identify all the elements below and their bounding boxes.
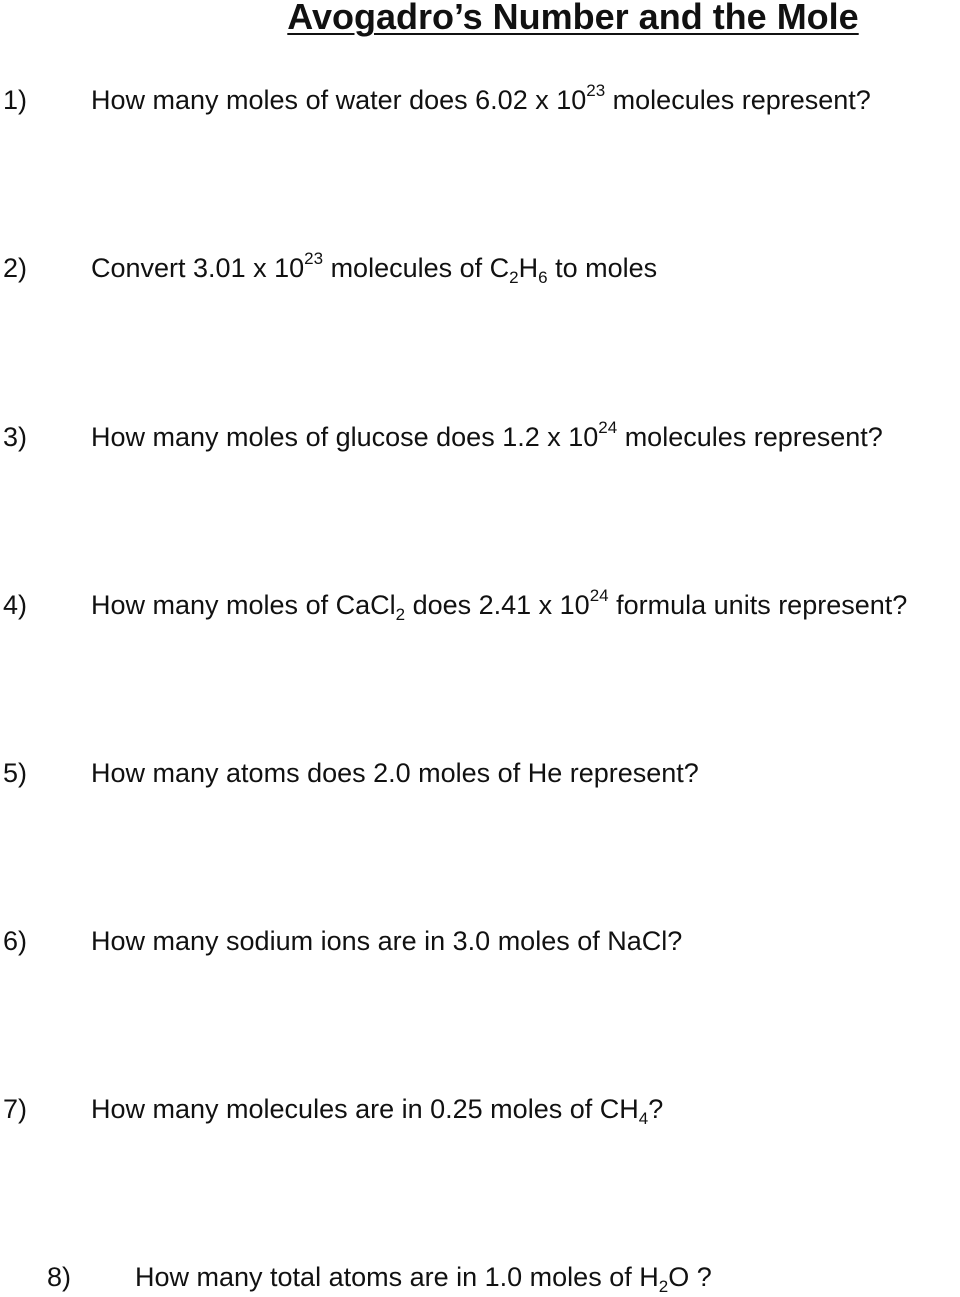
question-number: 2) [3, 253, 28, 283]
question-text: How many molecules are in 0.25 moles of $CH_4$? [91, 1094, 664, 1128]
exponent: 24 [589, 586, 609, 605]
subscript: 2 [395, 605, 406, 624]
question-number: 5) [3, 758, 28, 788]
question-text: How many sodium ions are in 3.0 moles of NaCl? [91, 926, 683, 956]
question-text: How many moles of glucose does 1.2 x $10^{24}$ molecules represent? [91, 418, 883, 452]
subscript: 6 [538, 268, 548, 287]
question-text: How many moles of CaCl$_2$ does 2.41 x $10^{24}$ formula units represent? [91, 586, 908, 624]
exponent: 24 [598, 418, 618, 437]
question-number: 3) [3, 422, 28, 452]
question-text: Convert 3.01 x $10^{23}$ molecules of $C_2H_6$ to moles [91, 249, 658, 287]
exponent: 23 [304, 249, 324, 268]
worksheet-title: Avogadro’s Number and the Mole [287, 0, 859, 37]
question-text: How many atoms does 2.0 moles of He represent? [91, 758, 699, 788]
exponent: 23 [586, 81, 606, 100]
question-number: 7) [3, 1094, 28, 1124]
subscript: 2 [509, 268, 519, 287]
question-text: How many moles of water does 6.02 x $10^{23}$ molecules represent? [91, 81, 871, 115]
subscript: 2 [658, 1277, 669, 1296]
question-number: 1) [3, 85, 28, 115]
question-text: How many total atoms are in 1.0 moles of $H_2O$ ? [135, 1262, 712, 1296]
question-number: 6) [3, 926, 28, 956]
question-number: 8) [47, 1262, 72, 1292]
question-number: 4) [3, 590, 28, 620]
subscript: 4 [638, 1109, 649, 1128]
